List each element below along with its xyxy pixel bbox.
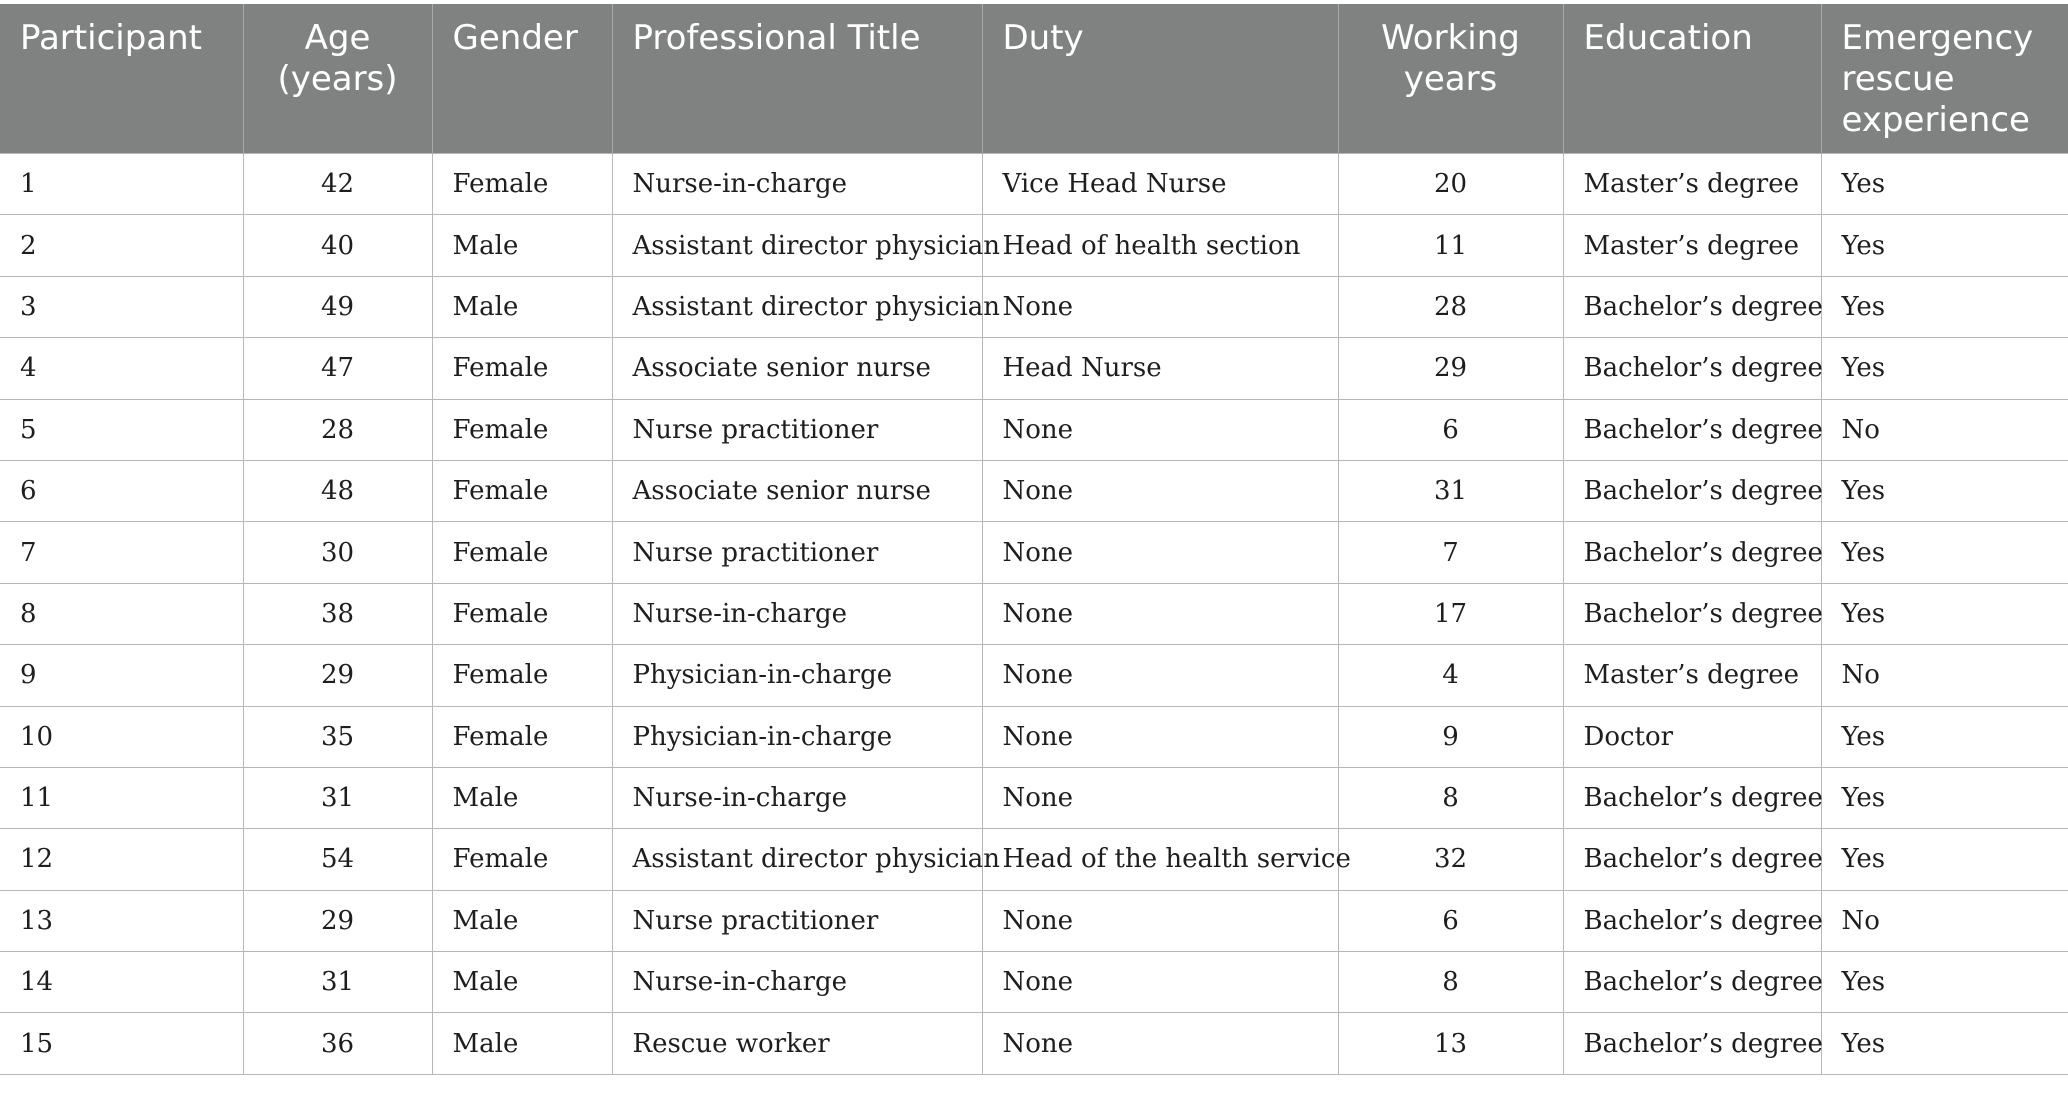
table-row [0, 829, 2068, 890]
header-education: Education [1563, 4, 1821, 154]
cell-participant: 5 [0, 399, 243, 460]
header-duty: Duty [982, 4, 1338, 154]
cell-participant: 3 [0, 276, 243, 337]
table-row [0, 706, 2068, 767]
table-row [0, 767, 2068, 828]
cell-participant: 10 [0, 706, 243, 767]
cell-professional-title: Nurse-in-charge [612, 154, 982, 215]
cell-duty: Head Nurse [982, 338, 1338, 399]
cell-gender: Female [432, 829, 612, 890]
cell-participant: 6 [0, 460, 243, 521]
cell-education: Master’s degree [1563, 154, 1821, 215]
cell-working-years: 28 [1338, 276, 1563, 337]
cell-duty: None [982, 399, 1338, 460]
table-row [0, 890, 2068, 951]
cell-working-years: 20 [1338, 154, 1563, 215]
cell-gender: Female [432, 338, 612, 399]
cell-age: 35 [243, 706, 432, 767]
header-participant: Participant [0, 4, 243, 154]
cell-emergency-rescue-experience: Yes [1821, 154, 2068, 215]
cell-emergency-rescue-experience: Yes [1821, 952, 2068, 1013]
cell-working-years: 6 [1338, 399, 1563, 460]
cell-education: Bachelor’s degree [1563, 338, 1821, 399]
cell-age: 31 [243, 767, 432, 828]
cell-age: 47 [243, 338, 432, 399]
cell-professional-title: Nurse-in-charge [612, 767, 982, 828]
cell-participant: 7 [0, 522, 243, 583]
cell-working-years: 29 [1338, 338, 1563, 399]
cell-education: Bachelor’s degree [1563, 583, 1821, 644]
cell-working-years: 9 [1338, 706, 1563, 767]
cell-education: Bachelor’s degree [1563, 952, 1821, 1013]
cell-professional-title: Assistant director physician [612, 215, 982, 276]
cell-education: Bachelor’s degree [1563, 1013, 1821, 1074]
table-row [0, 460, 2068, 521]
cell-participant: 8 [0, 583, 243, 644]
cell-professional-title: Assistant director physician [612, 276, 982, 337]
cell-emergency-rescue-experience: Yes [1821, 522, 2068, 583]
cell-duty: None [982, 890, 1338, 951]
cell-professional-title: Associate senior nurse [612, 460, 982, 521]
cell-education: Bachelor’s degree [1563, 522, 1821, 583]
cell-emergency-rescue-experience: Yes [1821, 767, 2068, 828]
cell-education: Bachelor’s degree [1563, 460, 1821, 521]
cell-gender: Male [432, 1013, 612, 1074]
cell-working-years: 7 [1338, 522, 1563, 583]
cell-gender: Male [432, 215, 612, 276]
cell-emergency-rescue-experience: Yes [1821, 583, 2068, 644]
cell-gender: Female [432, 522, 612, 583]
cell-working-years: 13 [1338, 1013, 1563, 1074]
cell-age: 48 [243, 460, 432, 521]
header-age: Age (years) [243, 4, 432, 154]
cell-age: 29 [243, 890, 432, 951]
cell-professional-title: Nurse practitioner [612, 399, 982, 460]
cell-education: Doctor [1563, 706, 1821, 767]
cell-participant: 1 [0, 154, 243, 215]
cell-emergency-rescue-experience: Yes [1821, 1013, 2068, 1074]
cell-age: 29 [243, 645, 432, 706]
cell-emergency-rescue-experience: Yes [1821, 829, 2068, 890]
cell-emergency-rescue-experience: No [1821, 890, 2068, 951]
cell-professional-title: Physician-in-charge [612, 645, 982, 706]
table-row [0, 338, 2068, 399]
cell-age: 30 [243, 522, 432, 583]
cell-participant: 12 [0, 829, 243, 890]
cell-participant: 2 [0, 215, 243, 276]
header-professional-title: Professional Title [612, 4, 982, 154]
cell-participant: 4 [0, 338, 243, 399]
cell-duty: None [982, 583, 1338, 644]
cell-gender: Male [432, 952, 612, 1013]
cell-age: 54 [243, 829, 432, 890]
cell-professional-title: Assistant director physician [612, 829, 982, 890]
table-row [0, 522, 2068, 583]
cell-participant: 9 [0, 645, 243, 706]
table-row [0, 154, 2068, 215]
cell-gender: Female [432, 645, 612, 706]
cell-duty: None [982, 645, 1338, 706]
cell-working-years: 32 [1338, 829, 1563, 890]
cell-working-years: 17 [1338, 583, 1563, 644]
cell-gender: Female [432, 706, 612, 767]
cell-professional-title: Nurse practitioner [612, 522, 982, 583]
header-gender: Gender [432, 4, 612, 154]
cell-education: Master’s degree [1563, 215, 1821, 276]
table-row [0, 399, 2068, 460]
cell-emergency-rescue-experience: Yes [1821, 215, 2068, 276]
cell-participant: 14 [0, 952, 243, 1013]
cell-age: 42 [243, 154, 432, 215]
cell-professional-title: Nurse-in-charge [612, 583, 982, 644]
cell-working-years: 31 [1338, 460, 1563, 521]
cell-gender: Male [432, 890, 612, 951]
participants-table [0, 4, 2068, 1075]
cell-education: Bachelor’s degree [1563, 829, 1821, 890]
table-row [0, 583, 2068, 644]
cell-age: 38 [243, 583, 432, 644]
cell-age: 36 [243, 1013, 432, 1074]
cell-duty: None [982, 767, 1338, 828]
cell-education: Bachelor’s degree [1563, 399, 1821, 460]
cell-emergency-rescue-experience: Yes [1821, 460, 2068, 521]
cell-working-years: 8 [1338, 952, 1563, 1013]
header-emergency-rescue-experience: Emergency rescue experience [1821, 4, 2068, 154]
table-body [0, 154, 2068, 1075]
cell-duty: Head of health section [982, 215, 1338, 276]
cell-emergency-rescue-experience: Yes [1821, 338, 2068, 399]
cell-duty: None [982, 460, 1338, 521]
cell-gender: Female [432, 399, 612, 460]
cell-gender: Female [432, 460, 612, 521]
cell-education: Bachelor’s degree [1563, 767, 1821, 828]
cell-professional-title: Associate senior nurse [612, 338, 982, 399]
cell-working-years: 4 [1338, 645, 1563, 706]
cell-gender: Female [432, 583, 612, 644]
header-working-years: Working years [1338, 4, 1563, 154]
cell-duty: None [982, 952, 1338, 1013]
cell-duty: None [982, 522, 1338, 583]
cell-working-years: 8 [1338, 767, 1563, 828]
cell-professional-title: Rescue worker [612, 1013, 982, 1074]
table-row [0, 215, 2068, 276]
cell-professional-title: Nurse-in-charge [612, 952, 982, 1013]
cell-gender: Male [432, 276, 612, 337]
cell-emergency-rescue-experience: No [1821, 645, 2068, 706]
cell-duty: None [982, 1013, 1338, 1074]
cell-duty: None [982, 276, 1338, 337]
cell-age: 40 [243, 215, 432, 276]
header-row [0, 4, 2068, 154]
cell-working-years: 6 [1338, 890, 1563, 951]
table-row [0, 276, 2068, 337]
cell-emergency-rescue-experience: Yes [1821, 276, 2068, 337]
table-row [0, 952, 2068, 1013]
cell-education: Bachelor’s degree [1563, 276, 1821, 337]
cell-participant: 15 [0, 1013, 243, 1074]
cell-duty: None [982, 706, 1338, 767]
cell-emergency-rescue-experience: Yes [1821, 706, 2068, 767]
cell-duty: Vice Head Nurse [982, 154, 1338, 215]
cell-gender: Female [432, 154, 612, 215]
cell-age: 28 [243, 399, 432, 460]
cell-education: Bachelor’s degree [1563, 890, 1821, 951]
cell-participant: 13 [0, 890, 243, 951]
cell-education: Master’s degree [1563, 645, 1821, 706]
cell-emergency-rescue-experience: No [1821, 399, 2068, 460]
cell-gender: Male [432, 767, 612, 828]
cell-duty: Head of the health service [982, 829, 1338, 890]
cell-participant: 11 [0, 767, 243, 828]
cell-age: 31 [243, 952, 432, 1013]
table-row [0, 1013, 2068, 1074]
cell-professional-title: Nurse practitioner [612, 890, 982, 951]
cell-working-years: 11 [1338, 215, 1563, 276]
cell-age: 49 [243, 276, 432, 337]
cell-professional-title: Physician-in-charge [612, 706, 982, 767]
table-row [0, 645, 2068, 706]
